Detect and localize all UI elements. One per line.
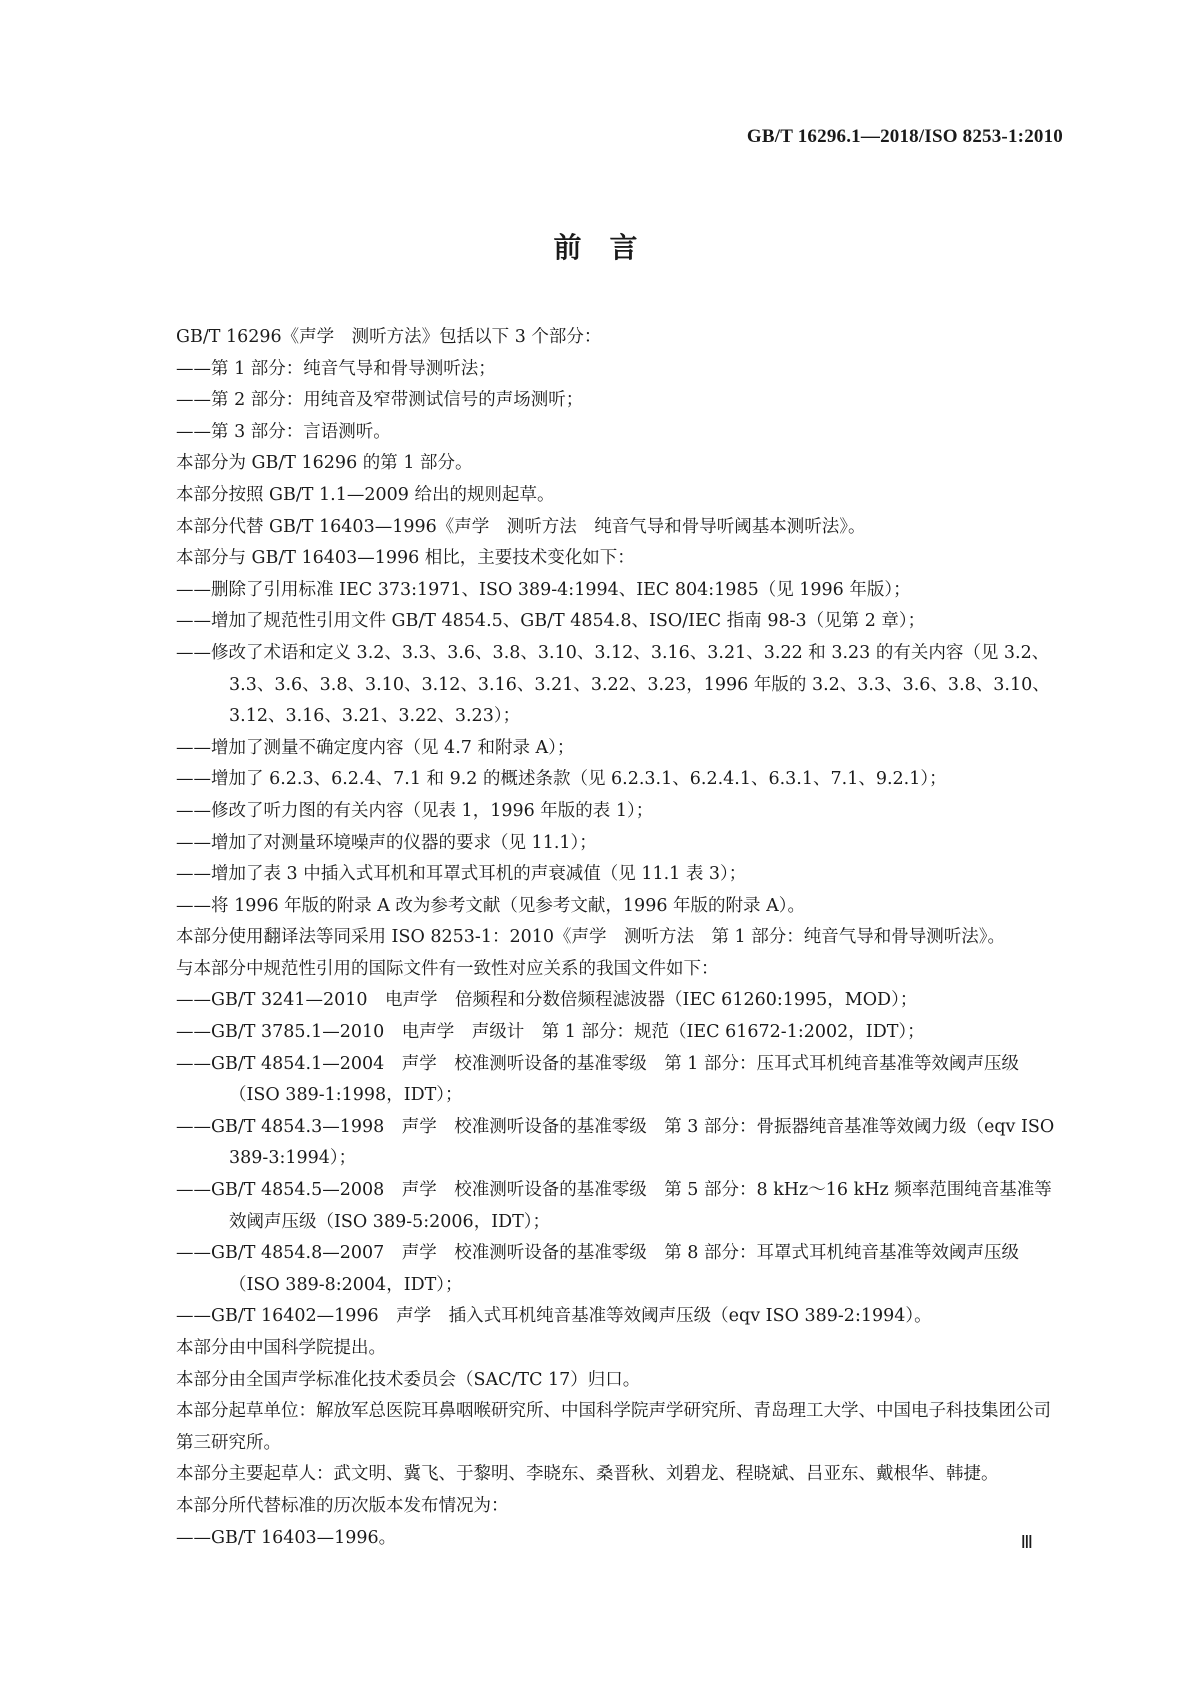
list-item: ——GB/T 4854.8—2007 声学 校准测听设备的基准零级 第 8 部分：耳罩式耳机纯音基准等效阈声压级（ISO 389-8:2004，IDT）； [176,1243,1019,1295]
list-item: ——GB/T 3241—2010 电声学 倍频程和分数倍频程滤波器（IEC 61260:1995，MOD）； [176,990,918,1011]
list-item: ——第 1 部分：纯音气导和骨导测听法； [176,358,496,379]
paragraph: 本部分由中国科学院提出。 [176,1338,386,1358]
page-number: Ⅲ [1020,1532,1033,1552]
paragraph: 本部分使用翻译法等同采用 ISO 8253-1：2010《声学 测听方法 第 1 部分：纯音气导和骨导测听法》。 [176,927,1005,948]
list-item: ——修改了术语和定义 3.2、3.3、3.6、3.8、3.10、3.12、3.16、3.21、3.22 和 3.23 的有关内容（见 3.2、3.3、3.6、3.8、3.10、3.12、3.16、3.21、3.22、3.23，1996 年版的 3.2、3.3、3.6、3.8、3.10、3.12、3.16、3.21、3.22、3.23）； [176,642,1050,727]
list-item: ——GB/T 4854.1—2004 声学 校准测听设备的基准零级 第 1 部分：压耳式耳机纯音基准等效阈声压级（ISO 389-1:1998，IDT）； [176,1053,1019,1106]
list-item: ——GB/T 4854.3—1998 声学 校准测听设备的基准零级 第 3 部分：骨振器纯音基准等效阈力级（eqv ISO 389-3:1994）； [176,1116,1055,1169]
list-item: ——将 1996 年版的附录 A 改为参考文献（见参考文献，1996 年版的附录 A）。 [176,895,805,916]
list-item: ——增加了对测量环境噪声的仪器的要求（见 11.1）； [176,832,597,853]
list-item: ——增加了测量不确定度内容（见 4.7 和附录 A）； [176,737,575,758]
paragraph: 本部分主要起草人：武文明、冀飞、于黎明、李晓东、桑晋秋、刘碧龙、程晓斌、吕亚东、戴根华、韩捷。 [176,1464,999,1485]
paragraph: 本部分所代替标准的历次版本发布情况为： [176,1495,509,1516]
foreword-body [126,322,1056,1554]
paragraph: 本部分与 GB/T 16403—1996 相比，主要技术变化如下： [176,548,635,569]
list-item: ——第 3 部分：言语测听。 [176,421,391,442]
paragraph: 本部分按照 GB/T 1.1—2009 给出的规则起草。 [176,484,555,505]
list-item: ——增加了 6.2.3、6.2.4、7.1 和 9.2 的概述条款（见 6.2.3.1、6.2.4.1、6.3.1、7.1、9.2.1）； [176,769,947,790]
list-item: ——修改了听力图的有关内容（见表 1，1996 年版的表 1）； [176,800,654,821]
paragraph: 本部分起草单位：解放军总医院耳鼻咽喉研究所、中国科学院声学研究所、青岛理工大学、中国电子科技集团公司第三研究所。 [176,1401,1051,1453]
paragraph: GB/T 16296《声学 测听方法》包括以下 3 个部分： [176,327,602,347]
paragraph: 本部分为 GB/T 16296 的第 1 部分。 [176,453,473,474]
list-item: ——第 2 部分：用纯音及窄带测试信号的声场测听； [176,390,584,411]
list-item: ——增加了表 3 中插入式耳机和耳罩式耳机的声衰减值（见 11.1 表 3）； [176,864,747,885]
list-item: ——删除了引用标准 IEC 373:1971、ISO 389-4:1994、IEC 804:1985（见 1996 年版）； [176,579,911,600]
paragraph: 与本部分中规范性引用的国际文件有一致性对应关系的我国文件如下： [176,958,719,979]
list-item: ——GB/T 3785.1—2010 电声学 声级计 第 1 部分：规范（IEC 61672-1:2002，IDT）； [176,1022,925,1043]
standard-code: GB/T 16296.1—2018/ISO 8253-1:2010 [746,126,1063,147]
list-item: ——GB/T 16402—1996 声学 插入式耳机纯音基准等效阈声压级（eqv ISO 389-2:1994）。 [176,1306,932,1327]
list-item: ——增加了规范性引用文件 GB/T 4854.5、GB/T 4854.8、ISO/IEC 指南 98-3（见第 2 章）； [176,611,926,632]
list-item: ——GB/T 16403—1996。 [176,1527,397,1548]
list-item: ——GB/T 4854.5—2008 声学 校准测听设备的基准零级 第 5 部分：8 kHz～16 kHz 频率范围纯音基准等效阈声压级（ISO 389-5:2006，IDT）； [176,1180,1052,1232]
paragraph: 本部分代替 GB/T 16403—1996《声学 测听方法 纯音气导和骨导听阈基本测听法》。 [176,516,866,537]
page-title: 前言 [553,231,666,264]
paragraph: 本部分由全国声学标准化技术委员会（SAC/TC 17）归口。 [176,1369,641,1390]
